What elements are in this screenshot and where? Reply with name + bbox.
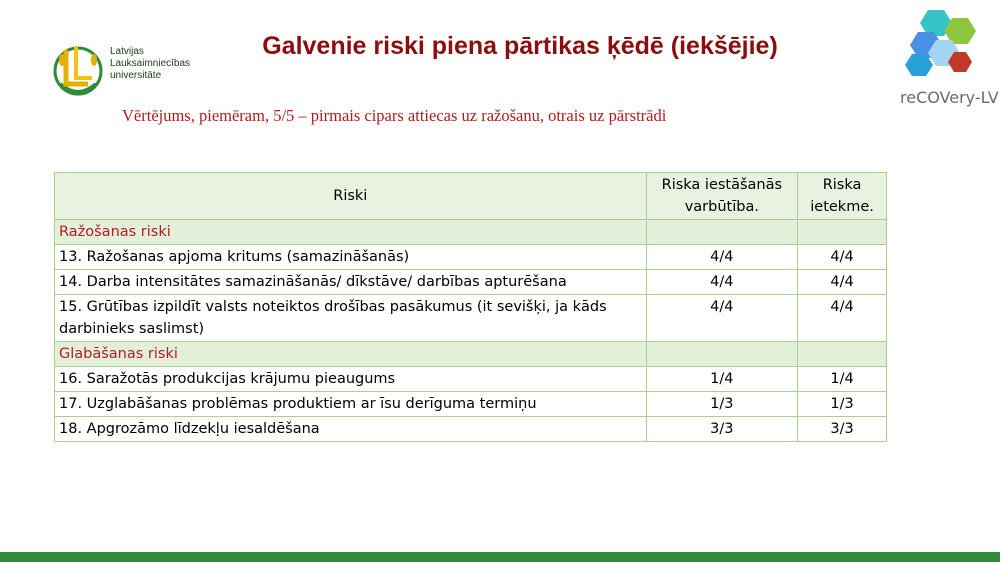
risk-impact: 3/3 xyxy=(798,417,887,442)
section-label: Ražošanas riski xyxy=(55,220,647,245)
recovery-hexagons-icon xyxy=(900,8,995,86)
header-probability xyxy=(646,173,798,220)
risk-name: 16. Saražotās produkcijas krājumu pieaugums xyxy=(55,367,647,392)
section-label: Glabāšanas riski xyxy=(55,342,647,367)
llu-line-1: Latvijas xyxy=(110,46,144,57)
section-row-production xyxy=(55,220,887,245)
table-row xyxy=(55,392,887,417)
header-risks: Riski xyxy=(55,173,647,220)
risk-probability: 1/4 xyxy=(646,367,798,392)
risk-name: 15. Grūtības izpildīt valsts noteiktos drošības pasākumus (it sevišķi, ja kāds darbinieks saslimst) xyxy=(55,295,647,342)
llu-logo xyxy=(52,40,212,98)
slide-title: Galvenie riski piena pārtikas ķēdē (iekšējie) xyxy=(262,32,778,60)
risk-probability: 4/4 xyxy=(646,270,798,295)
header-impact-line-2: ietekme. xyxy=(810,199,874,215)
risk-impact: 4/4 xyxy=(798,270,887,295)
table-row xyxy=(55,417,887,442)
risk-probability: 4/4 xyxy=(646,245,798,270)
table-row xyxy=(55,367,887,392)
risk-name: 17. Uzglabāšanas problēmas produktiem ar īsu derīguma termiņu xyxy=(55,392,647,417)
slide-subtitle: Vērtējums, piemēram, 5/5 – pirmais cipars attiecas uz ražošanu, otrais uz pārstrādi xyxy=(122,106,667,125)
header-impact-line-1: Riska xyxy=(822,177,862,193)
table-row xyxy=(55,295,887,342)
llu-line-3: universitāte xyxy=(110,70,162,81)
table-row xyxy=(55,270,887,295)
risk-impact: 4/4 xyxy=(798,245,887,270)
risk-impact: 4/4 xyxy=(798,295,887,342)
recovery-logo xyxy=(900,8,999,108)
risk-probability: 3/3 xyxy=(646,417,798,442)
llu-wordmark xyxy=(110,46,190,82)
risk-probability: 4/4 xyxy=(646,295,798,342)
risk-table xyxy=(54,172,887,442)
header-probability-line-2: varbūtība. xyxy=(684,199,759,215)
llu-emblem-icon xyxy=(52,40,104,98)
risk-name: 13. Ražošanas apjoma kritums (samazināšanās) xyxy=(55,245,647,270)
risk-probability: 1/3 xyxy=(646,392,798,417)
risk-name: 18. Apgrozāmo līdzekļu iesaldēšana xyxy=(55,417,647,442)
table-header-row xyxy=(55,173,887,220)
recovery-wordmark: reCOVery-LV xyxy=(900,88,999,107)
risk-impact: 1/3 xyxy=(798,392,887,417)
section-row-storage xyxy=(55,342,887,367)
table-row xyxy=(55,245,887,270)
bottom-accent-bar xyxy=(0,552,1000,562)
header-probability-line-1: Riska iestāšanās xyxy=(661,177,783,193)
risk-impact: 1/4 xyxy=(798,367,887,392)
llu-line-2: Lauksaimniecības xyxy=(110,58,191,69)
header-impact xyxy=(798,173,887,220)
risk-name: 14. Darba intensitātes samazināšanās/ dīkstāve/ darbības apturēšana xyxy=(55,270,647,295)
